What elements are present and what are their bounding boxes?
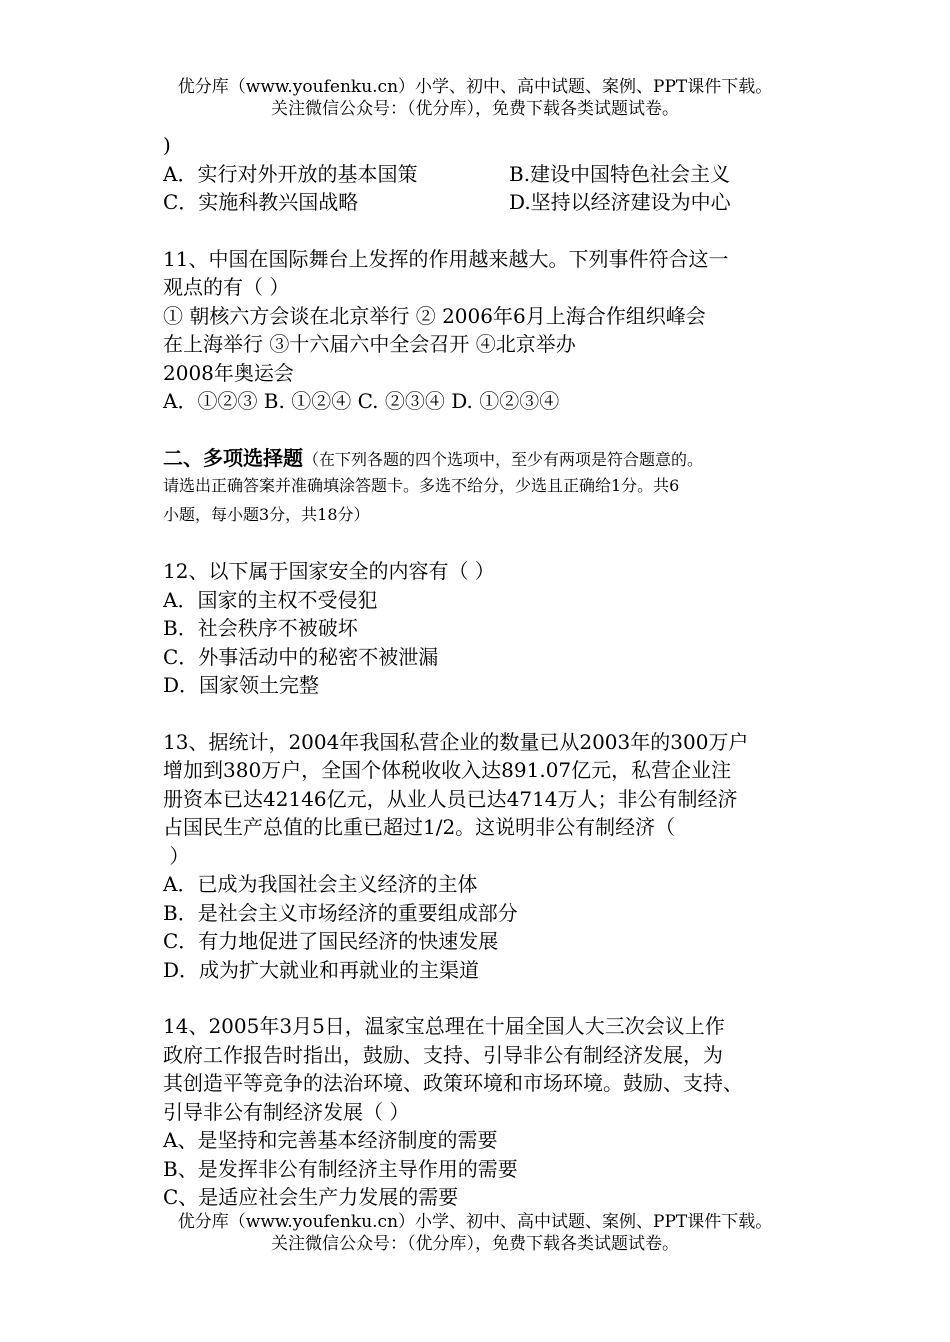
question-10-option-c: C．实施科教兴国战略: [163, 190, 359, 214]
question-13-option: A．已成为我国社会主义经济的主体: [163, 872, 478, 896]
section-2-title: 二、多项选择题: [163, 445, 303, 470]
question-13-stem-line: 13、据统计，2004年我国私营企业的数量已从2003年的300万户: [163, 729, 749, 754]
question-14-option: B、是发挥非公有制经济主导作用的需要: [163, 1156, 518, 1181]
footer-line-2: 关注微信公众号：（优分库），免费下载各类试题试卷。: [271, 1234, 679, 1254]
question-10-option-b: B.建设中国特色社会主义: [509, 161, 731, 186]
question-13-stem-line: 增加到380万户，全国个体税收收入达891.07亿元，私营企业注: [163, 758, 732, 782]
page-header: [0, 76, 950, 120]
question-11-line: 2008年奥运会: [163, 360, 294, 385]
question-14-option: C、是适应社会生产力发展的需要: [163, 1185, 459, 1209]
question-13-option: C．有力地促进了国民经济的快速发展: [163, 929, 499, 953]
question-10: [163, 131, 803, 217]
question-10-tail: ): [163, 133, 171, 157]
question-14-stem-line: 引导非公有制经济发展（ ）: [163, 1099, 410, 1124]
document-body: [163, 131, 803, 1212]
question-11: [163, 245, 803, 416]
question-12-option: A．国家的主权不受侵犯: [163, 587, 378, 612]
header-line-1: 优分库（www.youfenku.cn）小学、初中、高中试题、案例、PPT课件下载。: [177, 77, 773, 97]
question-12-option: B．社会秩序不被破坏: [163, 616, 358, 640]
page-footer: [0, 1211, 950, 1255]
question-14-stem-line: 14、2005年3月5日，温家宝总理在十届全国人大三次会议上作: [163, 1014, 725, 1038]
section-2-note: 小题，每小题3分，共18分）: [163, 504, 370, 524]
question-10-option-d: D.坚持以经济建设为中心: [509, 190, 731, 214]
question-12-stem: 12、以下属于国家安全的内容有（ ）: [163, 559, 495, 583]
question-13-stem-line: ）: [163, 843, 190, 868]
header-line-2: 关注微信公众号：（优分库），免费下载各类试题试卷。: [271, 99, 679, 119]
question-11-line: ① 朝核六方会谈在北京举行 ② 2006年6月上海合作组织峰会: [163, 303, 706, 328]
question-12: [163, 557, 803, 700]
question-14-option: A、是坚持和完善基本经济制度的需要: [163, 1128, 498, 1152]
question-12-option: C．外事活动中的秘密不被泄漏: [163, 644, 439, 669]
question-10-options-row-1: [163, 160, 803, 189]
question-11-line: 11、中国在国际舞台上发挥的作用越来越大。下列事件符合这一: [163, 246, 729, 271]
section-2-heading: [163, 444, 803, 530]
question-11-line: 观点的有（ ）: [163, 275, 290, 299]
question-14-stem-line: 其创造平等竞争的法治环境、政策环境和市场环境。鼓励、支持、: [163, 1071, 743, 1095]
question-14: [163, 1012, 803, 1212]
section-2-note: 请选出正确答案并准确填涂答题卡。多选不给分，少选且正确给1分。共6: [163, 476, 680, 495]
section-2-note: （在下列各题的四个选项中，至少有两项是符合题意的。: [303, 449, 704, 469]
question-14-stem-line: 政府工作报告时指出，鼓励、支持、引导非公有制经济发展，为: [163, 1042, 723, 1067]
question-11-choices: A．①②③ B. ①②④ C. ②③④ D. ①②③④: [163, 389, 560, 413]
question-13-option: D．成为扩大就业和再就业的主渠道: [163, 957, 480, 982]
footer-line-1: 优分库（www.youfenku.cn）小学、初中、高中试题、案例、PPT课件下载。: [177, 1212, 773, 1232]
question-10-options-row-2: [163, 188, 803, 217]
question-12-option: D．国家领土完整: [163, 673, 320, 697]
question-13-option: B．是社会主义市场经济的重要组成部分: [163, 900, 518, 925]
question-11-line: 在上海举行 ③十六届六中全会召开 ④北京举办: [163, 332, 576, 356]
question-10-option-a: A．实行对外开放的基本国策: [163, 161, 418, 186]
question-13-stem-line: 册资本已达42146亿元，从业人员已达4714万人；非公有制经济: [163, 786, 738, 811]
question-13-stem-line: 占国民生产总值的比重已超过1/2。这说明非公有制经济（: [163, 815, 676, 839]
question-13: [163, 728, 803, 985]
